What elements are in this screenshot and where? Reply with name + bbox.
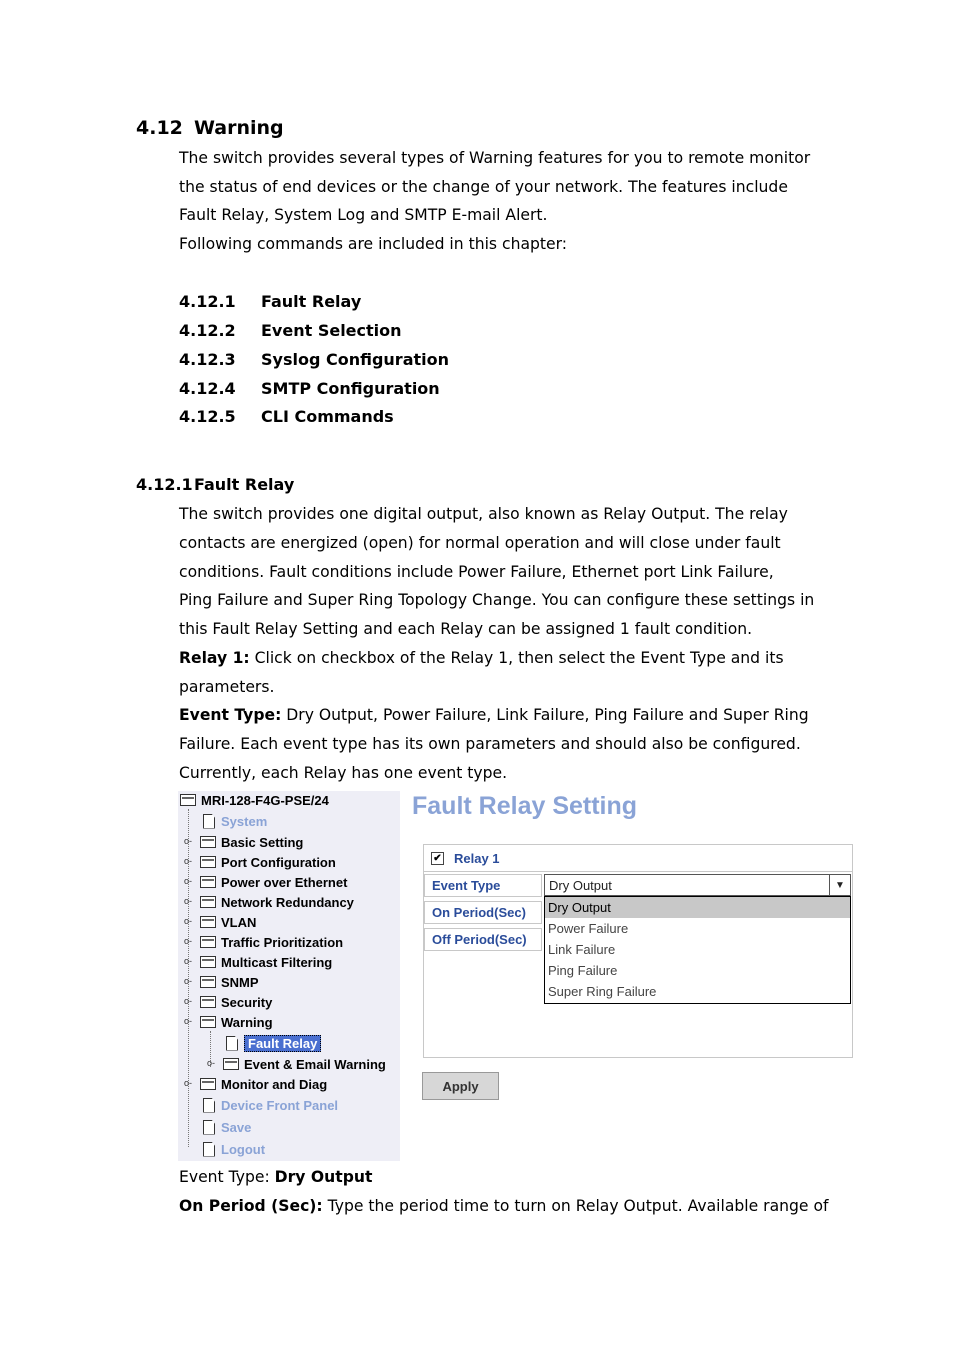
tree-item-system[interactable]: System xyxy=(203,812,267,830)
nav-tree xyxy=(178,791,400,1161)
folder-icon xyxy=(200,836,216,848)
intro-line-3: Fault Relay, System Log and SMTP E-mail Alert. xyxy=(179,206,548,224)
dropdown-arrow-icon[interactable]: ▼ xyxy=(829,875,850,895)
on-period-term: On Period (Sec): xyxy=(179,1197,323,1215)
toc-number: 4.12.4 xyxy=(179,379,236,398)
folder-icon xyxy=(200,976,216,988)
toc-item[interactable] xyxy=(179,350,449,369)
relay-paragraph xyxy=(179,644,784,673)
page-icon xyxy=(203,1120,215,1135)
page-icon xyxy=(203,1142,215,1157)
section-number: 4.12 xyxy=(136,117,183,139)
expand-icon[interactable]: o- xyxy=(184,956,193,966)
on-period-text: Type the period time to turn on Relay Output. Available range of xyxy=(322,1197,829,1215)
folder-icon xyxy=(200,1078,216,1090)
page-icon xyxy=(226,1036,238,1051)
toc-item[interactable] xyxy=(179,379,440,398)
toc-number: 4.12.5 xyxy=(179,407,236,426)
section-heading xyxy=(136,117,284,139)
folder-icon xyxy=(180,794,196,806)
event-type-select[interactable] xyxy=(544,874,851,896)
body-line: conditions. Fault conditions include Power Failure, Ethernet port Link Failure, xyxy=(179,563,774,581)
caption-value: Dry Output xyxy=(274,1168,373,1186)
toc-number: 4.12.2 xyxy=(179,321,236,340)
expand-icon[interactable]: o- xyxy=(184,876,193,886)
toc-item[interactable] xyxy=(179,407,394,426)
event-type-caption xyxy=(179,1163,372,1192)
relay-row xyxy=(424,845,852,872)
folder-icon xyxy=(200,856,216,868)
tree-item-fault-relay[interactable]: Fault Relay xyxy=(226,1034,321,1052)
toc-title: Event Selection xyxy=(261,321,402,340)
expand-icon[interactable]: o- xyxy=(207,1058,216,1068)
body-line: Ping Failure and Super Ring Topology Change. You can configure these settings in xyxy=(179,591,815,609)
caption-prefix: Event Type: xyxy=(179,1168,275,1186)
option-link-failure[interactable]: Link Failure xyxy=(548,942,616,957)
option-ping-failure[interactable]: Ping Failure xyxy=(548,963,618,978)
body-line: The switch provides one digital output, also known as Relay Output. The relay xyxy=(179,505,788,523)
toc-title: SMTP Configuration xyxy=(261,379,440,398)
body-line: this Fault Relay Setting and each Relay can be assigned 1 fault condition. xyxy=(179,620,753,638)
relay-checkbox-label: Relay 1 xyxy=(454,850,500,866)
relay-checkbox[interactable]: ✔ xyxy=(431,852,444,865)
expand-icon[interactable]: o- xyxy=(184,996,193,1006)
expand-icon[interactable]: o- xyxy=(184,836,193,846)
folder-icon xyxy=(200,956,216,968)
section-title: Warning xyxy=(194,117,284,139)
tree-item-save[interactable]: Save xyxy=(203,1118,251,1136)
expand-icon[interactable]: o- xyxy=(184,936,193,946)
tree-item-security[interactable]: Security xyxy=(200,993,272,1011)
toc-item[interactable] xyxy=(179,292,361,311)
toc-title: Fault Relay xyxy=(261,292,362,311)
subsection-number: 4.12.1 xyxy=(136,475,193,494)
body-line: contacts are energized (open) for normal operation and will close under fault xyxy=(179,534,781,552)
tree-item-poe[interactable]: Power over Ethernet xyxy=(200,873,347,891)
tree-item-snmp[interactable]: SNMP xyxy=(200,973,259,991)
event-type-dropdown xyxy=(544,896,851,1004)
option-power-failure[interactable]: Power Failure xyxy=(548,921,629,936)
on-period-paragraph xyxy=(179,1192,829,1221)
body-line: Currently, each Relay has one event type. xyxy=(179,764,508,782)
toc-number: 4.12.3 xyxy=(179,350,236,369)
panel-title: Fault Relay Setting xyxy=(412,792,638,820)
tree-item-network-redundancy[interactable]: Network Redundancy xyxy=(200,893,354,911)
tree-item-monitor-diag[interactable]: Monitor and Diag xyxy=(200,1075,327,1093)
tree-item-port-configuration[interactable]: Port Configuration xyxy=(200,853,336,871)
event-text: Dry Output, Power Failure, Link Failure, Ping Failure and Super Ring xyxy=(281,706,809,724)
folder-icon xyxy=(200,1016,216,1028)
event-term: Event Type: xyxy=(179,706,282,724)
expand-icon[interactable]: o- xyxy=(184,896,193,906)
tree-item-vlan[interactable]: VLAN xyxy=(200,913,256,931)
expand-icon[interactable]: o- xyxy=(184,916,193,926)
apply-button[interactable]: Apply xyxy=(422,1072,499,1100)
tree-item-multicast-filtering[interactable]: Multicast Filtering xyxy=(200,953,332,971)
folder-icon xyxy=(200,936,216,948)
folder-icon xyxy=(200,876,216,888)
folder-icon xyxy=(200,896,216,908)
option-dry-output[interactable]: Dry Output xyxy=(545,897,850,918)
tree-root[interactable]: MRI-128-F4G-PSE/24 xyxy=(180,791,329,809)
tree-item-warning[interactable]: Warning xyxy=(200,1013,273,1031)
toc-title: Syslog Configuration xyxy=(261,350,450,369)
toc-title: CLI Commands xyxy=(261,407,394,426)
page-icon xyxy=(203,1098,215,1113)
tree-item-traffic-prioritization[interactable]: Traffic Prioritization xyxy=(200,933,343,951)
on-period-label: On Period(Sec) xyxy=(424,901,542,924)
expand-icon[interactable]: o- xyxy=(184,976,193,986)
body-line: parameters. xyxy=(179,678,275,696)
intro-line-4: Following commands are included in this chapter: xyxy=(179,235,568,253)
collapse-icon[interactable]: o- xyxy=(184,1016,193,1026)
toc-item[interactable] xyxy=(179,321,402,340)
subsection-title: Fault Relay xyxy=(194,475,295,494)
event-type-value: Dry Output xyxy=(549,877,612,893)
tree-item-device-front-panel[interactable]: Device Front Panel xyxy=(203,1096,338,1114)
event-type-label: Event Type xyxy=(424,874,542,897)
tree-item-basic-setting[interactable]: Basic Setting xyxy=(200,833,303,851)
expand-icon[interactable]: o- xyxy=(184,856,193,866)
event-paragraph xyxy=(179,701,809,730)
option-super-ring-failure[interactable]: Super Ring Failure xyxy=(548,984,657,999)
body-line: Failure. Each event type has its own parameters and should also be configured. xyxy=(179,735,801,753)
folder-icon xyxy=(200,996,216,1008)
intro-line-1: The switch provides several types of Warning features for you to remote monitor xyxy=(179,149,811,167)
subsection-heading xyxy=(136,475,294,494)
relay-text: Click on checkbox of the Relay 1, then select the Event Type and its xyxy=(249,649,784,667)
intro-line-2: the status of end devices or the change of your network. The features include xyxy=(179,178,788,196)
folder-icon xyxy=(200,916,216,928)
toc-number: 4.12.1 xyxy=(179,292,236,311)
tree-item-event-email-warning[interactable]: Event & Email Warning xyxy=(223,1055,386,1073)
expand-icon[interactable]: o- xyxy=(184,1078,193,1088)
folder-icon xyxy=(223,1058,239,1070)
relay-term: Relay 1: xyxy=(179,649,250,667)
off-period-label: Off Period(Sec) xyxy=(424,928,542,951)
tree-item-logout[interactable]: Logout xyxy=(203,1140,265,1158)
page-icon xyxy=(203,814,215,829)
